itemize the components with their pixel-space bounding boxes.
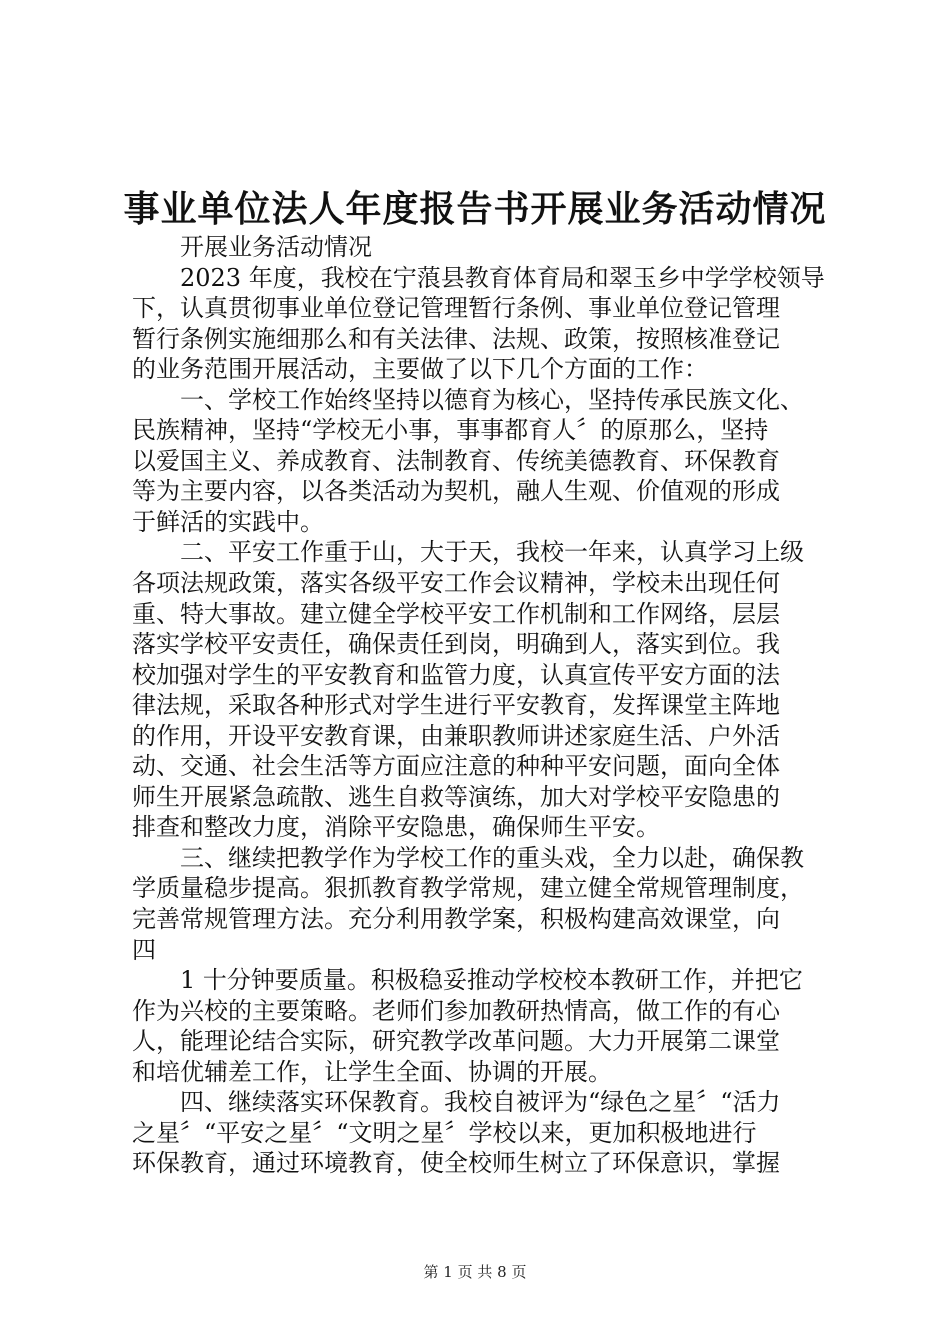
body-line: 完善常规管理方法。充分利用教学案，积极构建高效课堂，向 (132, 905, 780, 934)
body-line: 重、特大事故。建立健全学校平安工作机制和工作网络，层层 (132, 599, 780, 628)
body-line: 四 (132, 935, 156, 964)
body-line: 动、交通、社会生活等方面应注意的种种平安问题，面向全体 (132, 752, 780, 781)
body-line: 三、继续把教学作为学校工作的重头戏，全力以赴，确保教 (180, 843, 804, 872)
body-line: 环保教育，通过环境教育，使全校师生树立了环保意识，掌握 (132, 1149, 780, 1178)
body-line: 1 十分钟要质量。积极稳妥推动学校校本教研工作，并把它 (180, 966, 803, 995)
body-line: 校加强对学生的平安教育和监管力度，认真宣传平安方面的法 (132, 660, 780, 689)
body-line: 二、平安工作重于山，大于天，我校一年来，认真学习上级 (180, 538, 804, 567)
body-line: 人，能理论结合实际，研究教学改革问题。大力开展第二课堂 (132, 1027, 780, 1056)
document-title: 事业单位法人年度报告书开展业务活动情况 (123, 188, 827, 230)
body-line: 等为主要内容，以各类活动为契机，融人生观、价值观的形成 (132, 477, 780, 506)
body-line: 和培优辅差工作，让学生全面、协调的开展。 (132, 1057, 612, 1086)
body-line: 一、学校工作始终坚持以德育为核心，坚持传承民族文化、 (180, 385, 804, 414)
body-line: 于鲜活的实践中。 (132, 507, 324, 536)
body-line: 民族精神，坚持“学校无小事，事事都育人〞的原那么，坚持 (132, 416, 769, 445)
body-line: 师生开展紧急疏散、逃生自救等演练，加大对学校平安隐患的 (132, 782, 780, 811)
body-line: 各项法规政策，落实各级平安工作会议精神，学校未出现任何 (132, 569, 780, 598)
body-line: 下，认真贯彻事业单位登记管理暂行条例、事业单位登记管理 (132, 294, 780, 323)
page-number-footer: 第 1 页 共 8 页 (423, 1263, 527, 1281)
body-line: 开展业务活动情况 (180, 233, 372, 261)
body-line: 律法规，采取各种形式对学生进行平安教育，发挥课堂主阵地 (132, 691, 780, 720)
body-line: 学质量稳步提高。狠抓教育教学常规，建立健全常规管理制度， (132, 874, 804, 903)
body-line: 的作用，开设平安教育课，由兼职教师讲述家庭生活、户外活 (132, 721, 780, 750)
body-line: 四、继续落实环保教育。我校自被评为“绿色之星〞“活力 (180, 1088, 781, 1117)
body-line: 之星〞“平安之星〞“文明之星〞学校以来，更加积极地进行 (132, 1118, 757, 1147)
body-line: 2023 年度，我校在宁蒗县教育体育局和翠玉乡中学学校领导 (180, 263, 825, 292)
body-line: 落实学校平安责任，确保责任到岗，明确到人，落实到位。我 (132, 630, 780, 659)
body-line: 排查和整改力度，消除平安隐患，确保师生平安。 (132, 813, 660, 842)
document-body (132, 232, 832, 1179)
body-line: 以爱国主义、养成教育、法制教育、传统美德教育、环保教育 (132, 446, 780, 475)
body-line: 作为兴校的主要策略。老师们参加教研热情高，做工作的有心 (132, 996, 780, 1025)
body-line: 暂行条例实施细那么和有关法律、法规、政策，按照核准登记 (132, 324, 780, 353)
body-line: 的业务范围开展活动，主要做了以下几个方面的工作： (132, 355, 708, 384)
